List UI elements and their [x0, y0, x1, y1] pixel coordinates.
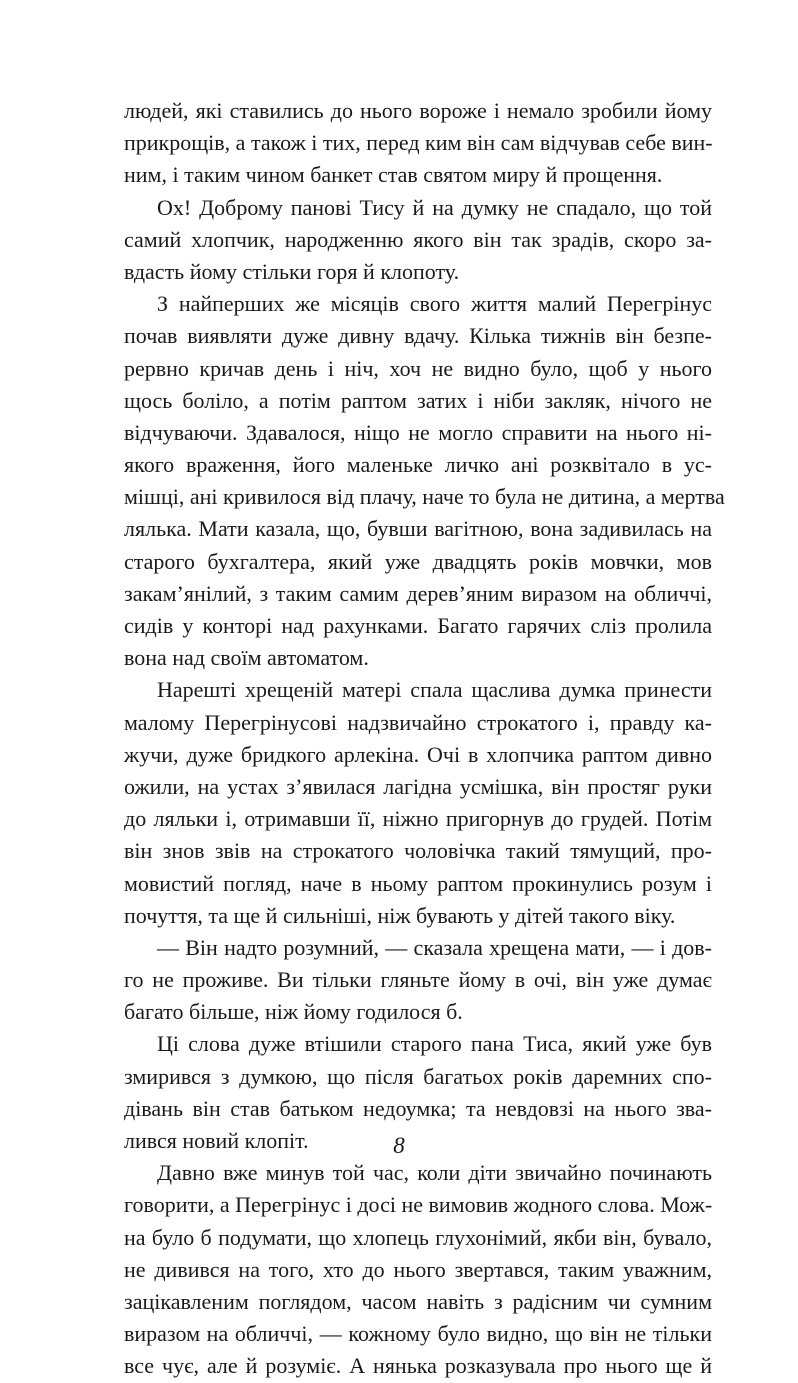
text-line: якого враження, його маленьке личко ані розквітало в ус-	[124, 452, 712, 478]
text-line: на було б подумати, що хлопець глухонімий, якби він, бувало,	[124, 1224, 712, 1250]
text-line: ожили, на устах з’явилася лагідна усмішка, він простяг руки	[124, 773, 712, 799]
text-line: рервно кричав день і ніч, хоч не видно було, щоб у нього	[124, 355, 712, 381]
text-line: щось боліло, а потім раптом затих і ніби закляк, нічого не	[124, 387, 712, 413]
text-line: він знов звів на строкатого чоловічка такий тямущий, про-	[124, 838, 712, 864]
text-line: почав виявляти дуже дивну вдачу. Кілька тижнів він безпе-	[124, 323, 712, 349]
text-line: до ляльки і, отримавши її, ніжно пригорнув до грудей. Потім	[124, 806, 712, 832]
text-line: виразом на обличчі, — кожному було видно, що він не тільки	[124, 1321, 712, 1347]
text-line: дівань він став батьком недоумка; та невдовзі на нього зва-	[124, 1095, 712, 1121]
text-line: Ці слова дуже втішили старого пана Тиса, який уже був	[157, 1031, 712, 1057]
text-line: Нарешті хрещеній матері спала щаслива думка принести	[157, 677, 712, 703]
text-line: старого бухгалтера, який уже двадцять років мовчки, мов	[124, 548, 712, 574]
text-line: ним, і таким чином банкет став святом миру й прощення.	[124, 162, 663, 188]
text-line: сидів у конторі над рахунками. Багато гарячих сліз пролила	[124, 613, 712, 638]
text-line: прикрощів, а також і тих, перед ким він сам відчував себе вин-	[124, 130, 713, 156]
text-line: людей, які ставились до нього вороже і немало зробили йому	[124, 98, 712, 123]
text-line: жучи, дуже бридкого арлекіна. Очі в хлопчика раптом дивно	[124, 741, 712, 767]
text-line: — Він надто розумний, — сказала хрещена мати, — і дов-	[157, 934, 712, 960]
text-line: самий хлопчик, народженню якого він так зрадів, скоро за-	[124, 226, 712, 252]
text-line: закам’янілий, з таким самим дерев’яним виразом на обличчі,	[124, 580, 712, 606]
text-line: відчуваючи. Здавалося, ніщо не могло справити на нього ні-	[124, 419, 712, 445]
text-line: не дивився на того, хто до нього звертався, таким уважним,	[124, 1256, 712, 1282]
text-line: лялька. Мати казала, що, бувши вагітною, вона задивилась на	[124, 516, 712, 542]
text-line: багато більше, ніж йому годилося б.	[124, 999, 463, 1025]
text-line: мішці, ані кривилося від плачу, наче то була не дитина, а мертва	[124, 484, 725, 510]
text-line: Ох! Доброму панові Тису й на думку не спадало, що той	[157, 194, 712, 220]
text-line: зацікавленим поглядом, часом навіть з радісним чи сумним	[124, 1288, 712, 1314]
text-line: змирився з думкою, що після багатьох років даремних спо-	[124, 1063, 712, 1089]
text-line: мовистий погляд, наче в ньому раптом прокинулись розум і	[124, 870, 712, 896]
text-body	[124, 95, 725, 1383]
text-line: говорити, а Перегрінус і досі не вимовив жодного слова. Мож-	[124, 1192, 713, 1218]
page-number: 8	[393, 1133, 405, 1158]
text-line: почуття, та ще й сильніші, ніж бувають у дітей такого віку.	[124, 902, 676, 928]
text-line: вдасть йому стільки горя й клопоту.	[124, 258, 460, 284]
text-line: все чує, але й розуміє. А нянька розказувала про нього ще й	[124, 1353, 712, 1379]
text-line: го не проживе. Ви тільки гляньте йому в очі, він уже думає	[124, 967, 712, 993]
text-line: Давно вже минув той час, коли діти звичайно починають	[157, 1160, 712, 1186]
text-line: лився новий клопіт.	[124, 1128, 309, 1153]
text-line: З найперших же місяців свого життя малий Перегрінус	[157, 291, 712, 317]
text-line: вона над своїм автоматом.	[124, 645, 369, 671]
text-line: малому Перегрінусові надзвичайно строкатого і, правду ка-	[124, 709, 712, 735]
